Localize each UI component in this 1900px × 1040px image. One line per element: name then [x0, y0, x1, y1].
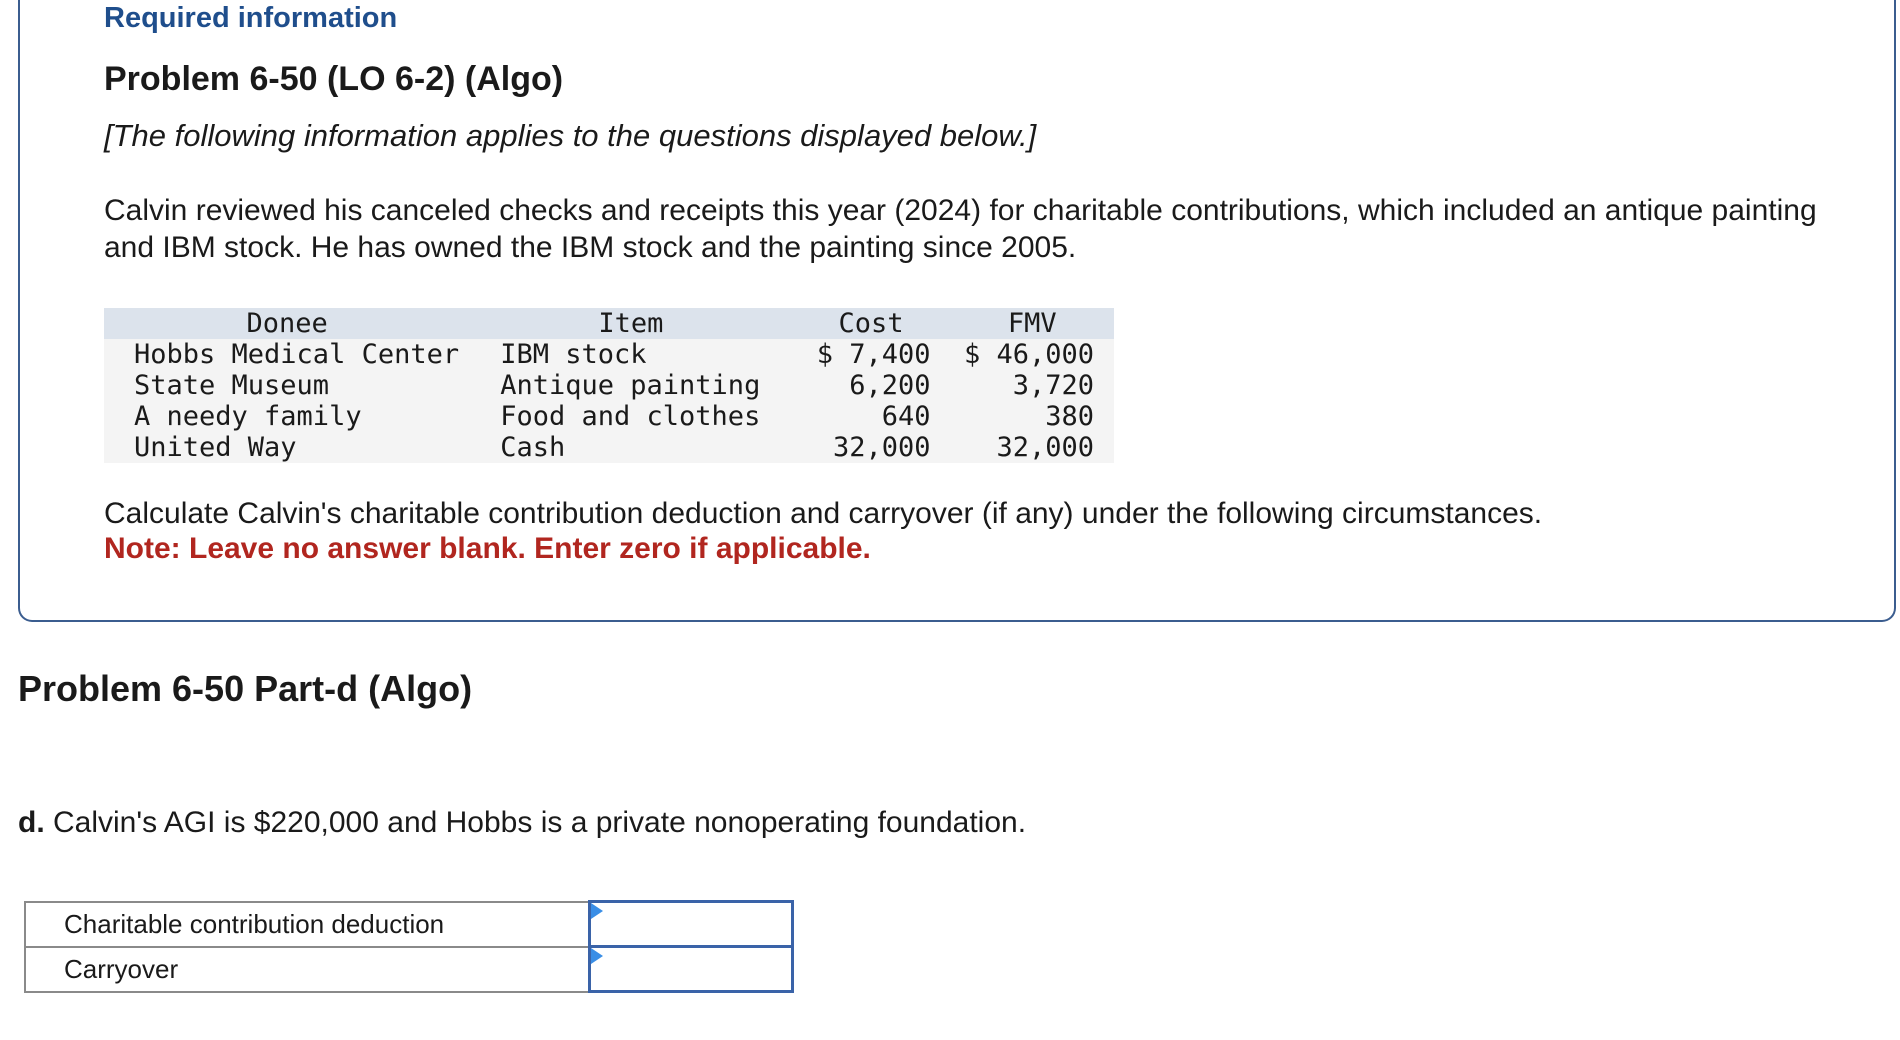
- calculate-instruction: Calculate Calvin's charitable contribution deduction and carryover (if any) under the following circumstances.: [104, 497, 1543, 530]
- header-item: Item: [470, 308, 791, 339]
- header-donee: Donee: [104, 308, 470, 339]
- deduction-input-cell: [589, 902, 792, 947]
- deduction-input[interactable]: [591, 903, 791, 945]
- cell-cost: $ 7,400: [792, 339, 951, 370]
- cell-donee: A needy family: [104, 401, 470, 432]
- cell-item: Antique painting: [470, 370, 791, 401]
- cell-fmv: 32,000: [951, 432, 1114, 463]
- question-text: Calvin's AGI is $220,000 and Hobbs is a private nonoperating foundation.: [44, 806, 1027, 839]
- carryover-input-cell: [589, 947, 792, 992]
- answer-row-carryover: [25, 947, 792, 992]
- flag-icon: [591, 948, 603, 964]
- cell-cost: 32,000: [792, 432, 951, 463]
- cell-donee: United Way: [104, 432, 470, 463]
- cell-item: Food and clothes: [470, 401, 791, 432]
- question-d: [18, 806, 1026, 840]
- intro-paragraph: Calvin reviewed his canceled checks and receipts this year (2024) for charitable contributions, which included an antique painting and IBM stock. He has owned the IBM stock and the painting since 2005.: [104, 194, 1817, 264]
- answer-table: [24, 900, 794, 993]
- cell-item: Cash: [470, 432, 791, 463]
- table-row: [104, 432, 1114, 463]
- table-header-row: [104, 308, 1114, 339]
- cell-fmv: $ 46,000: [951, 339, 1114, 370]
- cell-donee: State Museum: [104, 370, 470, 401]
- deduction-label: Charitable contribution deduction: [25, 902, 589, 947]
- question-letter: d.: [18, 806, 45, 839]
- flag-icon: [591, 903, 603, 919]
- required-information-heading: Required information: [104, 2, 398, 34]
- header-fmv: FMV: [951, 308, 1114, 339]
- answer-row-deduction: [25, 902, 792, 947]
- applies-note: [The following information applies to the questions displayed below.]: [104, 118, 1037, 153]
- problem-title: Problem 6-50 (LO 6-2) (Algo): [104, 60, 564, 98]
- cell-cost: 6,200: [792, 370, 951, 401]
- cell-fmv: 3,720: [951, 370, 1114, 401]
- part-title: Problem 6-50 Part-d (Algo): [18, 668, 473, 709]
- carryover-input[interactable]: [591, 948, 791, 990]
- contributions-table: [104, 308, 1114, 463]
- cell-cost: 640: [792, 401, 951, 432]
- header-cost: Cost: [792, 308, 951, 339]
- carryover-label: Carryover: [25, 947, 589, 992]
- cell-donee: Hobbs Medical Center: [104, 339, 470, 370]
- table-row: [104, 339, 1114, 370]
- table-row: [104, 370, 1114, 401]
- note-instruction: Note: Leave no answer blank. Enter zero if applicable.: [104, 532, 871, 565]
- cell-fmv: 380: [951, 401, 1114, 432]
- cell-item: IBM stock: [470, 339, 791, 370]
- table-row: [104, 401, 1114, 432]
